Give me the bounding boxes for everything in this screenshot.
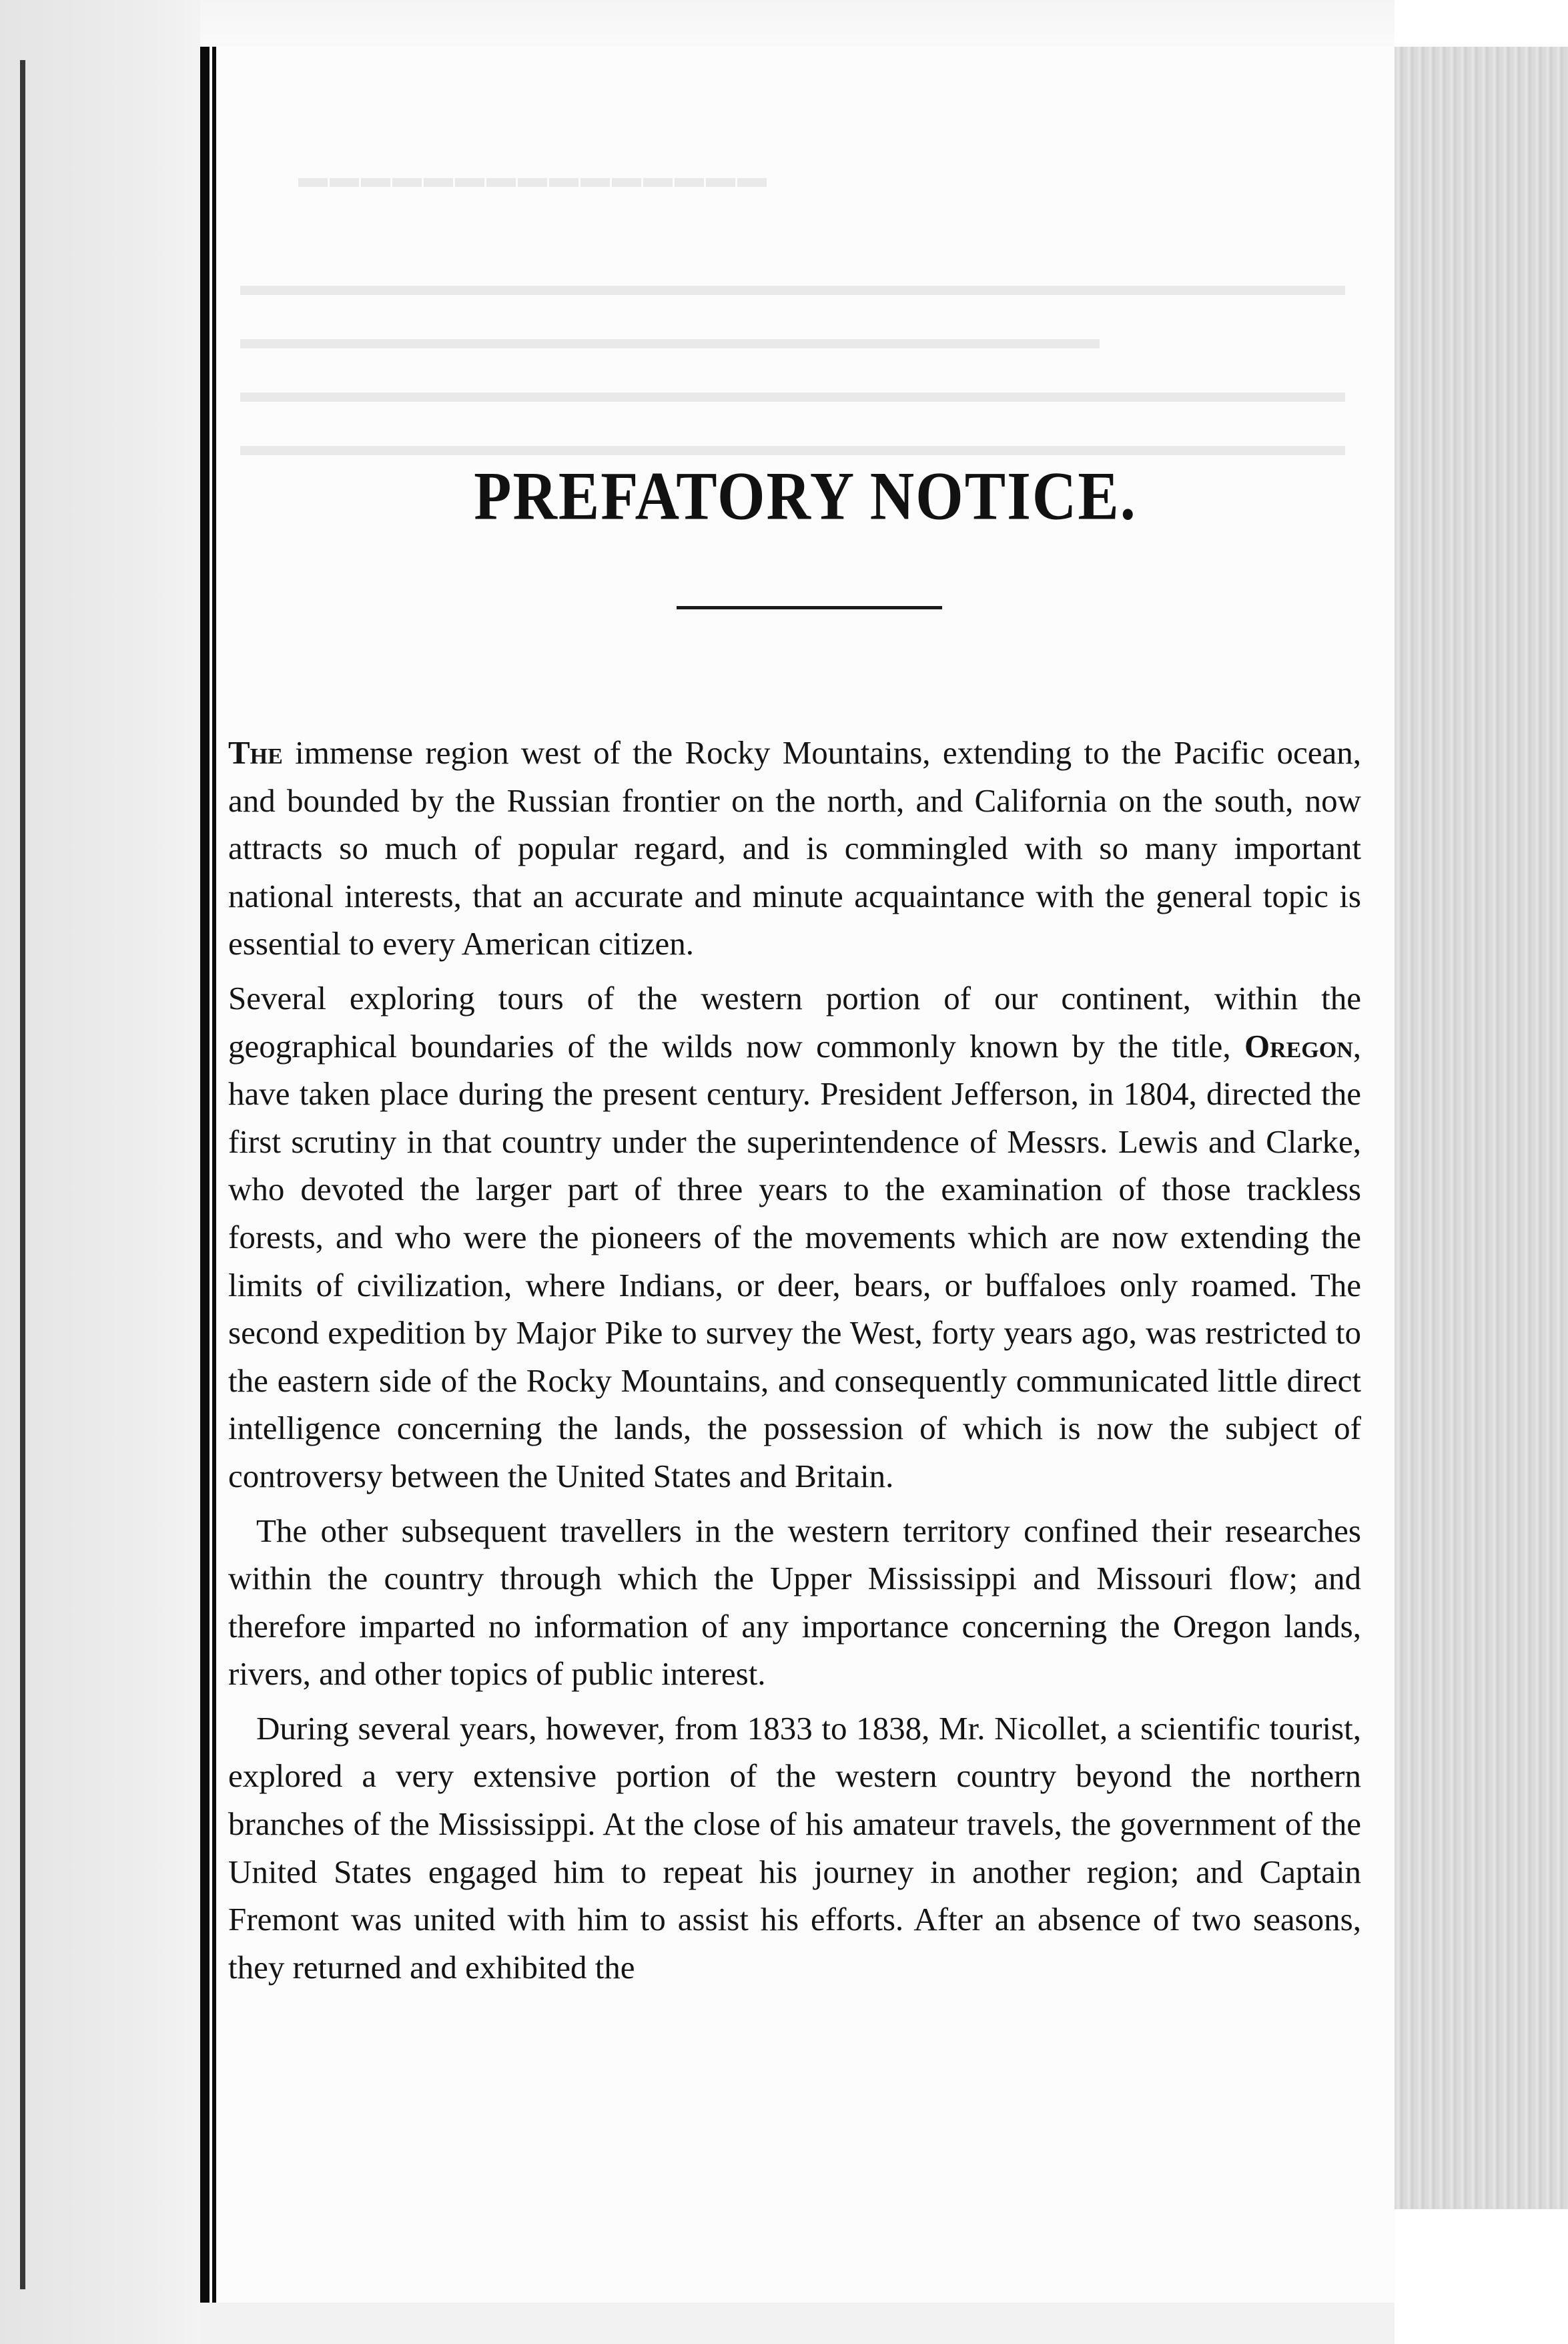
background-margin <box>1395 2209 1568 2344</box>
bleed-through-line: ▬▬▬▬▬▬▬▬▬▬▬▬▬▬▬▬▬▬▬▬▬▬▬▬▬▬▬▬▬▬▬▬▬▬▬▬ <box>240 374 1345 408</box>
bleed-through-header: ▬▬▬▬▬▬▬▬▬▬▬▬▬▬▬ <box>296 161 767 194</box>
bleed-through-line: ▬▬▬▬▬▬▬▬▬▬▬▬▬▬▬▬▬▬▬▬▬▬▬▬▬▬▬▬ <box>240 321 1100 355</box>
gutter-line <box>200 47 210 2303</box>
paragraph-text: During several years, however, from 1833 to 1838, Mr. Nicollet, a scientific tourist, explored a very extensive portion of the western country beyond the northern branches of the Mississippi. At the close of his amateur travels, the government of the United States engaged him to repeat his journey in another region; and Captain Fremont was united with him to assist his efforts. After an absence of two seasons, they returned and exhibited the <box>228 1709 1361 1986</box>
paragraph-2 <box>228 974 1361 1500</box>
paragraph-text: Several exploring tours of the western portion of our continent, within the geographical boundaries of the wilds now commonly known by the title, <box>228 979 1361 1065</box>
paragraph-text: The other subsequent travellers in the western territory confined their researches within the country through which the Upper Mississippi and Missouri flow; and therefore imparted no information of any importance concerning the Oregon lands, rivers, and other topics of public interest. <box>228 1512 1361 1693</box>
oregon-smallcaps: Oregon <box>1244 1027 1353 1065</box>
page-bottom-margin <box>200 2303 1395 2344</box>
title-rule <box>677 606 942 609</box>
left-facing-page <box>0 0 200 2344</box>
page-title: PREFATORY NOTICE. <box>474 457 1137 535</box>
paragraph-4 <box>228 1705 1361 1992</box>
stacked-page-edges <box>1395 47 1568 2209</box>
book-page <box>216 47 1395 2303</box>
body-text <box>228 729 1361 1998</box>
page-edge-shadow <box>20 60 25 2289</box>
page-top-margin <box>200 0 1395 47</box>
bleed-through-line: ▬▬▬▬▬▬▬▬▬▬▬▬▬▬▬▬▬▬▬▬▬▬▬▬▬▬▬▬▬▬▬▬▬▬▬▬ <box>240 268 1345 302</box>
paragraph-text: , have taken place during the present century. President Jefferson, in 1804, directed the first scrutiny in that country under the superintendence of Messrs. Lewis and Clarke, who devoted the larger part of three years to the examination of those trackless forests, and who were the pioneers of the movements which are now extending the limits of civilization, where Indians, or deer, bears, or buffaloes only roamed. The second expedition by Major Pike to survey the West, forty years ago, was restricted to the eastern side of the Rocky Mountains, and consequently communicated little direct intelligence concerning the lands, the possession of which is now the subject of controversy between the United States and Britain. <box>228 1027 1361 1494</box>
bleed-through-line: ▬▬▬▬▬▬▬▬▬▬▬▬▬▬▬▬▬▬▬▬▬▬▬▬▬▬▬▬▬▬▬▬▬▬▬▬ <box>240 428 1345 462</box>
paragraph-3 <box>228 1507 1361 1698</box>
paragraph-1 <box>228 729 1361 968</box>
opening-word: The <box>228 734 283 771</box>
paragraph-text: immense region west of the Rocky Mountains, extending to the Pacific ocean, and bounded by the Russian frontier on the north, and California on the south, now attracts so much of popular regard, and is commingled with so many important national interests, that an accurate and minute acquaintance with the general topic is essential to every American citizen. <box>228 734 1361 962</box>
